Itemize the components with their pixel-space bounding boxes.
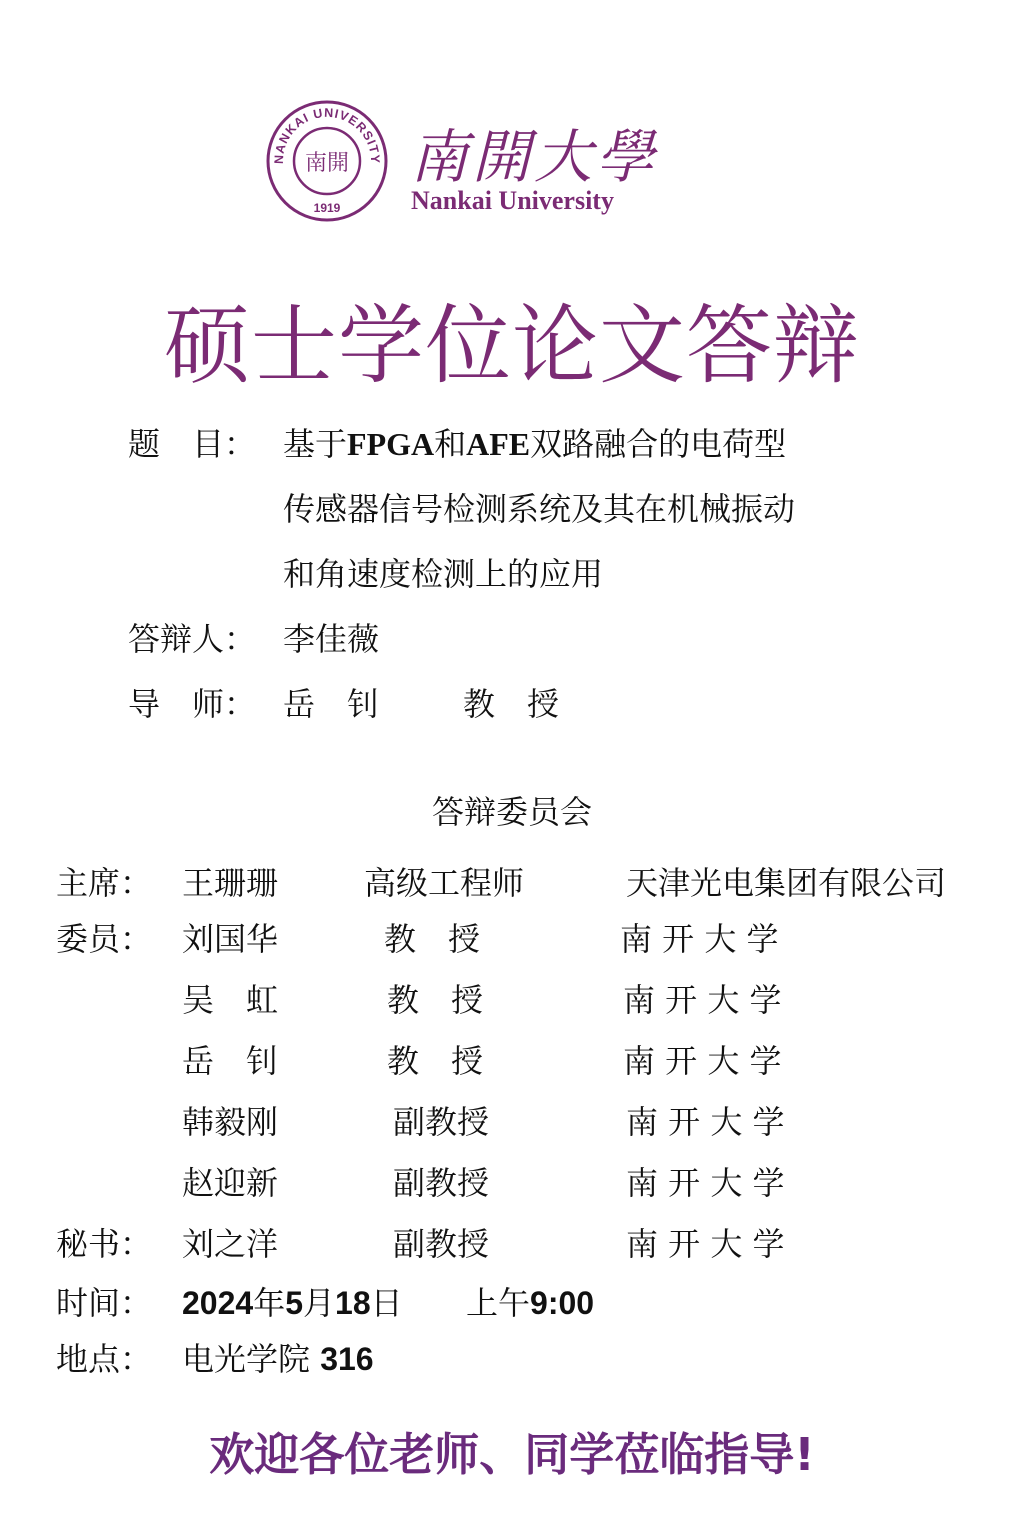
committee-member-org: 南 开 大 学 <box>623 1042 782 1080</box>
committee-member-title: 教 授 <box>387 1042 484 1080</box>
committee-member-name: 吴 虹 <box>182 981 279 1019</box>
seal-center-text: 南開 <box>304 151 350 176</box>
advisor-name: 岳 钊 <box>283 685 380 723</box>
committee-member-title: 教 授 <box>387 981 484 1019</box>
defense-clock: 上午9:00 <box>466 1284 595 1322</box>
committee-member-org: 南 开 大 学 <box>626 1103 785 1141</box>
topic-line-1: 基于FPGA和AFE双路融合的电荷型 <box>283 425 787 463</box>
advisor-title: 教 授 <box>463 685 560 723</box>
committee-member-org: 南 开 大 学 <box>626 1225 785 1263</box>
topic-label: 题 目： <box>128 425 257 463</box>
committee-member-title: 副教授 <box>393 1164 490 1202</box>
seal-top-text: NANKAI UNIVERSITY <box>271 105 383 165</box>
defense-time: 2024年5月18日 <box>182 1284 403 1322</box>
committee-member-org: 南 开 大 学 <box>623 981 782 1019</box>
place-label: 地点： <box>56 1340 153 1378</box>
welcome-message: 欢迎各位老师、同学莅临指导! <box>209 1428 815 1481</box>
university-name-chinese: 南開大學 <box>410 123 659 191</box>
committee-member-name: 赵迎新 <box>182 1164 279 1202</box>
committee-member-name: 王珊珊 <box>182 864 279 902</box>
committee-heading: 答辩委员会 <box>431 793 592 831</box>
advisor-label: 导 师： <box>128 685 257 723</box>
committee-member-title: 高级工程师 <box>364 864 525 902</box>
committee-member-org: 天津光电集团有限公司 <box>626 864 947 902</box>
university-name-english: Nankai University <box>411 186 614 215</box>
committee-member-title: 副教授 <box>393 1103 490 1141</box>
seal-year: 1919 <box>313 201 341 215</box>
committee-member-name: 刘之洋 <box>182 1225 279 1263</box>
committee-role: 主席： <box>56 864 153 902</box>
topic-line-2: 传感器信号检测系统及其在机械振动 <box>283 490 796 528</box>
committee-member-title: 教 授 <box>384 920 481 958</box>
committee-member-org: 南 开 大 学 <box>626 1164 785 1202</box>
time-label: 时间： <box>56 1284 153 1322</box>
committee-member-name: 刘国华 <box>182 920 279 958</box>
page-title: 硕士学位论文答辩 <box>164 296 860 396</box>
committee-member-name: 岳 钊 <box>182 1042 279 1080</box>
defender-label: 答辩人： <box>128 620 257 658</box>
committee-member-title: 副教授 <box>393 1225 490 1263</box>
defense-place: 电光学院 316 <box>182 1340 374 1378</box>
defender-name: 李佳薇 <box>283 620 380 658</box>
committee-member-org: 南 开 大 学 <box>620 920 779 958</box>
topic-line-3: 和角速度检测上的应用 <box>283 555 604 593</box>
university-seal-logo <box>266 100 388 222</box>
committee-member-name: 韩毅刚 <box>182 1103 279 1141</box>
committee-role: 秘书： <box>56 1225 153 1263</box>
committee-role: 委员： <box>56 920 153 958</box>
